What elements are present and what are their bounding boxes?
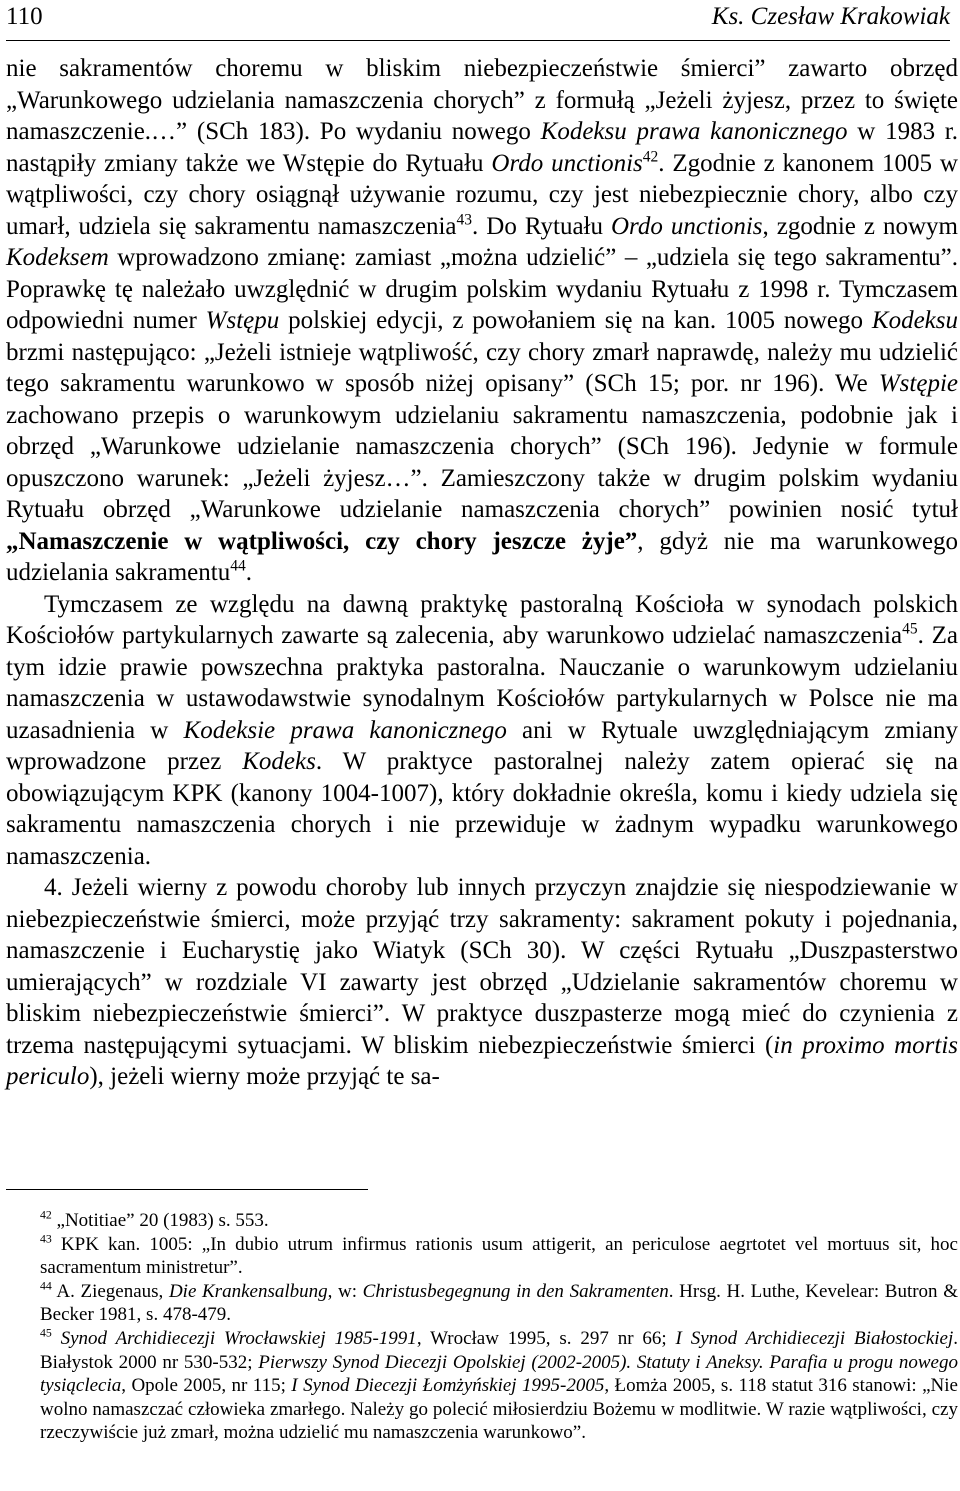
paragraph-3: 4. Jeżeli wierny z powodu choroby lub innych przyczyn znajdzie się niespodziewanie w niebezpieczeństwie śmierci, może przyjąć trzy sakramenty: sakrament pokuty i pojednania, namaszczenie i Eucharystię jako Wiatyk (SCh 30). W części Rytuału „Duszpasterstwo umierających” w rozdziale VI zawarty jest obrzęd „Udzielanie sakramentów choremu w bliskim niebezpieczeństwie śmierci”. W praktyce duszpasterze mogą mieć do czynienia z trzema następującymi sytuacjami. W bliskim niebezpieczeństwie śmierci (in proximo mortis periculo), jeżeli wierny może przyjąć te sa- (6, 874, 959, 1090)
running-head: Ks. Czesław Krakowiak (711, 3, 950, 30)
footnote-ref-42: 42 (642, 148, 659, 166)
footnote-ref-44: 44 (230, 557, 246, 575)
footnote-42: $^{42}$ „Notitiae” 20 (1983) s. 553. (40, 1208, 269, 1231)
footnote-ref-45: 45 (902, 620, 918, 638)
paragraph-1: nie sakramentów choremu w bliskim niebezpieczeństwie śmierci” zawarto obrzęd „Warunkowego udzielania namaszczenia chorych” z formułą „Jeżeli żyjesz, przez to święte namaszczenie.…” (SCh 183). Po wydaniu nowego Kodeksu prawa kanonicznego w 1983 r. nastąpiły zmiany także we Wstępie do Rytuału Ordo unctionis$^{42}$. Zgodnie z kanonem 1005 w wątpliwości, czy chory osiągnął używanie rozumu, czy jest niebezpiecznie chory, albo czy umarł, udziela się sakramentu namaszczenia$^{43}$. Do Rytuału Ordo unctionis, zgodnie z nowym Kodeksem wprowadzono zmianę: zamiast „można udzielić” – „udziela się tego sakramentu”. Poprawkę tę należało uwzględnić w drugim polskim wydaniu Rytuału z 1998 r. Tymczasem odpowiedni numer Wstępu polskiej edycji, z powołaniem się na kan. 1005 nowego Kodeksu brzmi następująco: „Jeżeli istnieje wątpliwość, czy chory zmarł naprawdę, należy mu udzielić tego sakramentu warunkowo w sposób niżej opisany” (SCh 15; por. nr 196). We Wstępie zachowano przepis o warunkowym udzielaniu sakramentu namaszczenia, podobnie jak i obrzęd „Warunkowe udzielanie namaszczenia chorych” (SCh 196). Jedynie w formule opuszczono warunek: „Jeżeli żyjesz…”. Zamieszczony także w drugim polskim wydaniu Rytuału obrzęd „Warunkowe udzielanie namaszczenia chorych” powinien nosić tytuł „Namaszczenie w wątpliwości, czy chory jeszcze żyje”, gdyż nie ma warunkowego udzielania sakramentu$^{44}$. (6, 55, 958, 586)
footnote-43: $^{43}$ KPK kan. 1005: „In dubio utrum infirmus rationis usum attigerit, an periculose aegrtotet vel mortuus sit, hoc sacramentum ministretur”. (40, 1232, 958, 1279)
paragraph-2: Tymczasem ze względu na dawną praktykę pastoralną Kościoła w synodach polskich Kościołów partykularnych zawarte są zalecenia, aby warunkowo udzielać namaszczenia$^{45}$. Za tym idzie prawie powszechna praktyka pastoralna. Nauczanie o warunkowym udzielaniu namaszczenia w ustawodawstwie synodalnym Kościołów partykularnych w Polsce nie ma uzasadnienia w Kodeksie prawa kanonicznego ani w Rytuale uwzględniającym zmiany wprowadzone przez Kodeks. W praktyce pastoralnej należy zatem opierać się na obowiązującym KPK (kanony 1004-1007), który dokładnie określa, komu i kiedy udziela się sakramentu namaszczenia chorych i nie przewiduje w żadnym wypadku warunkowego namaszczenia. (6, 590, 959, 870)
footnote-ref-43: 43 (456, 211, 473, 229)
page-number: 110 (6, 3, 43, 30)
footnotes (6, 1209, 958, 1445)
footnote-separator (6, 1189, 368, 1190)
footnote-44: $^{44}$ A. Ziegenaus, Die Krankensalbung, w: Christusbegegnung in den Sakramenten. Hrsg. H. Luthe, Kevelear: Butron & Becker 1981, s. 478-479. (40, 1279, 958, 1326)
footnote-45: $^{45}$ Synod Archidiecezji Wrocławskiej 1985-1991, Wrocław 1995, s. 297 nr 66; I Synod Archidiecezji Białostockiej. Białystok 2000 nr 530-532; Pierwszy Synod Diecezji Opolskiej (2002-2005). Statuty i Aneksy. Parafia u progu nowego tysiąclecia, Opole 2005, nr 115; I Synod Diecezji Łomżyńskiej 1995-2005, Łomża 2005, s. 118 statut 316 stanowi: „Nie wolno namaszczać człowieka zmarłego. Należy go polecić miłosierdziu Bożemu w modlitwie. W razie wątpliwości, czy rzeczywiście już zmarł, można udzielić mu namaszczenia warunkowo”. (40, 1326, 958, 1444)
page-header (6, 0, 950, 41)
main-text (6, 53, 958, 1093)
